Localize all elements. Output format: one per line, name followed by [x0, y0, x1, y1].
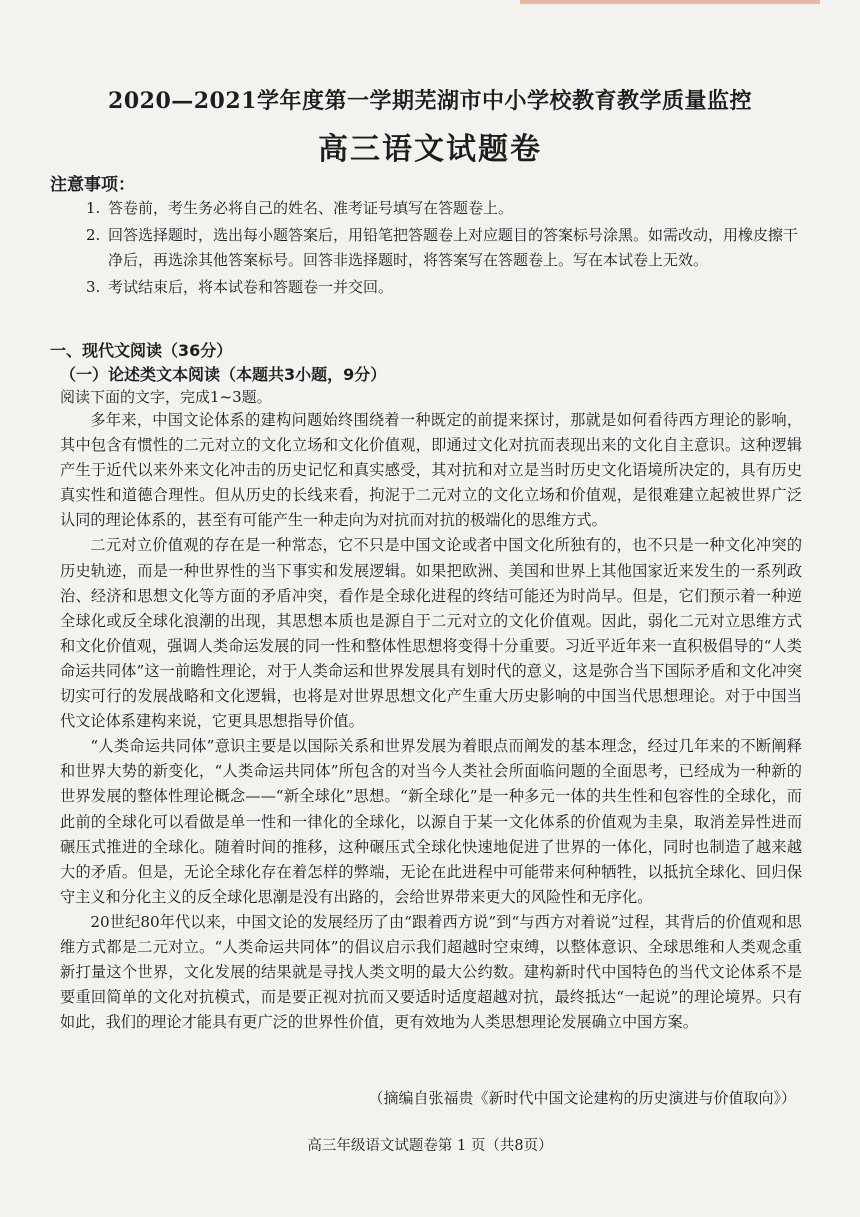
passage-paragraph: 20世纪80年代以来，中国文论的发展经历了由“跟着西方说”到“与西方对着说”过程，其背后的价值观和思维方式都是二元对立。“人类命运共同体”的倡议启示我们超越时空束缚，以整体意识、全球思维和人类观念重新打量这个世界，文化发展的结果就是寻找人类文明的最大公约数。建构新时代中国特色的当代文论体系不是要重回简单的文化对抗模式，而是要正视对抗而又要适时适度超越对抗，最终抵达“一起说”的理论境界。只有如此，我们的理论才能具有更广泛的世界性价值，更有效地为人类思想理论发展确立中国方案。 [60, 912, 802, 1032]
notice-item-number: 2. [86, 226, 101, 244]
reading-passage [60, 408, 802, 1035]
notice-item-text: 答卷前，考生务必将自己的姓名、准考证号填写在答题卷上。 [108, 199, 514, 217]
notice-item-text: 考试结束后，将本试卷和答题卷一并交回。 [108, 278, 394, 296]
subsection-heading: （一）论述类文本阅读（本题共3小题，9分） [60, 365, 387, 384]
notice-item [86, 196, 811, 221]
passage-paragraph: 二元对立价值观的存在是一种常态，它不只是中国文论或者中国文化所独有的，也不只是一种文化冲突的历史轨迹，而是一种世界性的当下事实和发展逻辑。如果把欧洲、美国和世界上其他国家近来发生的一系列政治、经济和思想文化等方面的矛盾冲突，看作是全球化进程的终结可能还为时尚早。但是，它们预示着一种逆全球化或反全球化浪潮的出现，其思想本质也是源自于二元对立的文化价值观。因此，弱化二元对立思维方式和文化价值观，强调人类命运发展的同一性和整体性思想将变得十分重要。习近平近年来一直积极倡导的“人类命运共同体”这一前瞻性理论，对于人类命运和世界发展具有划时代的意义，这是弥合当下国际矛盾和文化冲突切实可行的发展战略和文化逻辑，也将是对世界思想文化产生重大历史影响的中国当代思想理论。对于中国当代文论体系建构来说，它更具思想指导价值。 [60, 536, 802, 731]
passage-source: （摘编自张福贵《新时代中国文论建构的历史演进与价值取向》） [368, 1089, 796, 1107]
passage-paragraph: “人类命运共同体”意识主要是以国际关系和世界发展为着眼点而阐发的基本理念，经过几年来的不断阐释和世界大势的新变化，“人类命运共同体”所包含的对当今人类社会所面临问题的全面思考，已经成为一种新的世界发展的整体性理论概念——“新全球化”思想。“新全球化”是一种多元一体的共生性和包容性的全球化，而此前的全球化可以看做是单一性和一律化的全球化，以源自于某一文化体系的价值观为圭臬，取消差异性进而碾压式推进的全球化。随着时间的推移，这种碾压式全球化快速地促进了世界的一体化，同时也制造了越来越大的矛盾。但是，无论全球化存在着怎样的弊端，无论在此进程中可能带来何种牺牲，以抵抗全球化、回归保守主义和分化主义的反全球化思潮是没有出路的，会给世界带来更大的风险性和无序化。 [60, 737, 802, 906]
scan-edge-decoration [520, 0, 820, 4]
section-heading: 一、现代文阅读（36分） [50, 341, 233, 360]
notice-item [86, 223, 811, 273]
notice-item-text: 回答选择题时，选出每小题答案后，用铅笔把答题卷上对应题目的答案标号涂黑。如需改动，用橡皮擦干净后，再选涂其他答案标号。回答非选择题时，将答案写在答题卷上。写在本试卷上无效。 [108, 226, 799, 269]
notice-item [86, 275, 811, 300]
notice-list [86, 196, 811, 302]
exam-title: 2020—2021学年度第一学期芜湖市中小学校教育教学质量监控 [108, 88, 752, 114]
notice-item-number: 3. [86, 278, 101, 296]
paper-title: 高三语文试题卷 [318, 132, 542, 167]
notice-item-number: 1. [86, 199, 101, 217]
passage-paragraph: 多年来，中国文论体系的建构问题始终围绕着一种既定的前提来探讨，那就是如何看待西方理论的影响，其中包含有惯性的二元对立的文化立场和文化价值观，即通过文化对抗而表现出来的文化自主意识。这种逻辑产生于近代以来外来文化冲击的历史记忆和真实感受，其对抗和对立是当时历史文化语境所决定的，具有历史真实性和道德合理性。但从历史的长线来看，拘泥于二元对立的文化立场和价值观，是很难建立起被世界广泛认同的理论体系的，甚至有可能产生一种走向为对抗而对抗的极端化的思维方式。 [60, 411, 802, 530]
notice-heading: 注意事项： [50, 175, 135, 195]
page-footer: 高三年级语文试题卷第 1 页（共8页） [307, 1138, 553, 1154]
reading-instruction: 阅读下面的文字，完成1~3题。 [60, 388, 272, 406]
